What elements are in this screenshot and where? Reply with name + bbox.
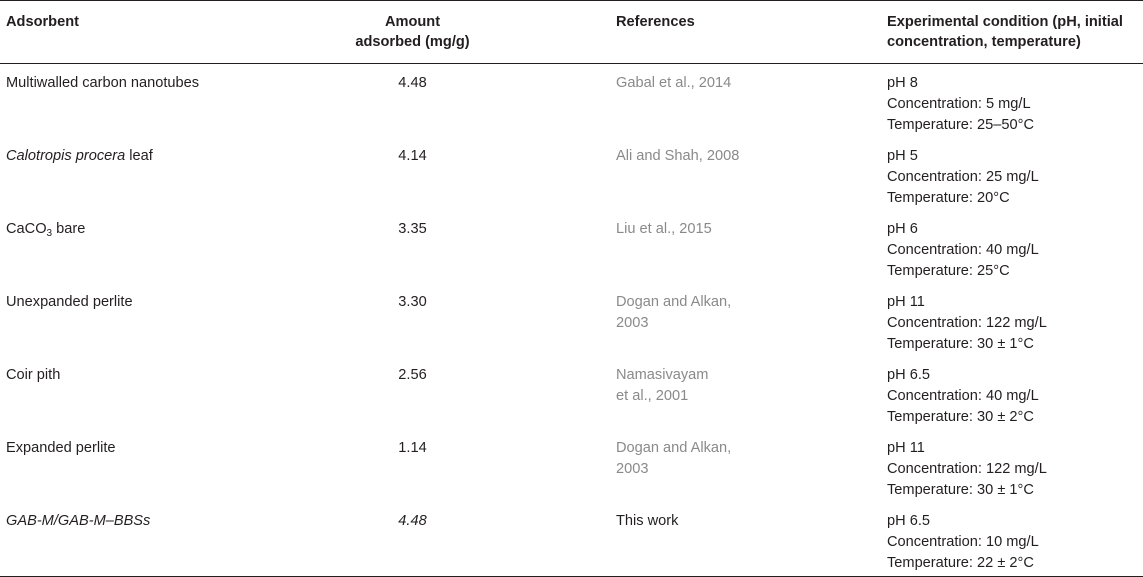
condition-ph: pH 8 bbox=[887, 75, 918, 91]
reference-link-line2[interactable]: 2003 bbox=[616, 461, 649, 477]
header-condition-line2: concentration, temperature) bbox=[887, 34, 1081, 50]
cell-amount bbox=[290, 137, 535, 210]
cell-condition bbox=[805, 137, 1143, 210]
cell-reference[interactable] bbox=[535, 429, 805, 502]
reference-link-line2[interactable]: et al., 2001 bbox=[616, 388, 689, 404]
header-references-label: References bbox=[616, 14, 695, 30]
cell-amount bbox=[290, 210, 535, 283]
reference-link[interactable]: Ali and Shah, 2008 bbox=[616, 148, 740, 164]
cell-amount bbox=[290, 356, 535, 429]
cell-condition bbox=[805, 356, 1143, 429]
cell-condition bbox=[805, 283, 1143, 356]
condition-concentration: Concentration: 122 mg/L bbox=[887, 461, 1047, 477]
cell-reference[interactable] bbox=[535, 283, 805, 356]
condition-concentration: Concentration: 25 mg/L bbox=[887, 169, 1039, 185]
header-row bbox=[0, 1, 1143, 64]
header-adsorbent-label: Adsorbent bbox=[6, 14, 79, 30]
cell-adsorbent bbox=[0, 210, 290, 283]
condition-ph: pH 6.5 bbox=[887, 367, 930, 383]
cell-condition bbox=[805, 64, 1143, 138]
adsorbent-name: Multiwalled carbon nanotubes bbox=[6, 75, 200, 91]
amount-value: 3.35 bbox=[398, 221, 427, 237]
header-amount-line1: Amount bbox=[384, 14, 441, 30]
cell-reference[interactable] bbox=[535, 64, 805, 138]
cell-amount bbox=[290, 283, 535, 356]
adsorbent-name-rest: leaf bbox=[125, 148, 153, 164]
condition-temperature: Temperature: 22 ± 2°C bbox=[887, 555, 1034, 571]
header-adsorbent bbox=[0, 1, 290, 64]
cell-adsorbent bbox=[0, 502, 290, 577]
cell-reference[interactable] bbox=[535, 210, 805, 283]
header-condition bbox=[805, 1, 1143, 64]
reference-link-line1[interactable]: Dogan and Alkan, bbox=[616, 440, 732, 456]
condition-ph: pH 11 bbox=[887, 440, 925, 456]
header-amount bbox=[290, 1, 535, 64]
condition-ph: pH 5 bbox=[887, 148, 918, 164]
cell-adsorbent bbox=[0, 356, 290, 429]
condition-temperature: Temperature: 30 ± 1°C bbox=[887, 336, 1034, 352]
adsorbent-name: Expanded perlite bbox=[6, 440, 116, 456]
cell-amount bbox=[290, 429, 535, 502]
condition-temperature: Temperature: 25°C bbox=[887, 263, 1010, 279]
adsorbent-name-subscript: 3 bbox=[46, 228, 53, 239]
header-references bbox=[535, 1, 805, 64]
table-row bbox=[0, 137, 1143, 210]
cell-reference bbox=[535, 502, 805, 577]
table-row bbox=[0, 210, 1143, 283]
table-row bbox=[0, 502, 1143, 577]
table-body bbox=[0, 64, 1143, 577]
reference-link-line1[interactable]: Dogan and Alkan, bbox=[616, 294, 732, 310]
adsorbent-name: Unexpanded perlite bbox=[6, 294, 133, 310]
cell-adsorbent bbox=[0, 137, 290, 210]
header-amount-line2: adsorbed (mg/g) bbox=[355, 34, 470, 50]
amount-value: 4.48 bbox=[398, 75, 427, 91]
reference-text: This work bbox=[616, 513, 679, 529]
table-row bbox=[0, 356, 1143, 429]
table-row bbox=[0, 283, 1143, 356]
reference-link-line1[interactable]: Namasivayam bbox=[616, 367, 709, 383]
amount-value: 1.14 bbox=[398, 440, 427, 456]
condition-temperature: Temperature: 20°C bbox=[887, 190, 1010, 206]
reference-link[interactable]: Liu et al., 2015 bbox=[616, 221, 712, 237]
cell-amount bbox=[290, 64, 535, 138]
header-condition-line1: Experimental condition (pH, initial bbox=[887, 14, 1123, 30]
condition-concentration: Concentration: 10 mg/L bbox=[887, 534, 1039, 550]
adsorbent-name: GAB-M/GAB-M–BBSs bbox=[6, 513, 151, 529]
adsorbent-name-italic: Calotropis procera bbox=[6, 148, 126, 164]
condition-ph: pH 11 bbox=[887, 294, 925, 310]
cell-condition bbox=[805, 210, 1143, 283]
reference-link-line2[interactable]: 2003 bbox=[616, 315, 649, 331]
condition-concentration: Concentration: 40 mg/L bbox=[887, 242, 1039, 258]
amount-value: 4.14 bbox=[398, 148, 427, 164]
adsorbent-name-pre: CaCO bbox=[6, 221, 47, 237]
table-header bbox=[0, 1, 1143, 64]
condition-concentration: Concentration: 40 mg/L bbox=[887, 388, 1039, 404]
condition-temperature: Temperature: 30 ± 2°C bbox=[887, 409, 1034, 425]
condition-concentration: Concentration: 122 mg/L bbox=[887, 315, 1047, 331]
adsorbent-name-post: bare bbox=[52, 221, 86, 237]
cell-condition bbox=[805, 429, 1143, 502]
adsorbent-name: Coir pith bbox=[6, 367, 61, 383]
amount-value: 2.56 bbox=[398, 367, 427, 383]
table-row bbox=[0, 429, 1143, 502]
cell-condition bbox=[805, 502, 1143, 577]
table-row bbox=[0, 64, 1143, 138]
amount-value: 4.48 bbox=[398, 513, 427, 529]
amount-value: 3.30 bbox=[398, 294, 427, 310]
condition-concentration: Concentration: 5 mg/L bbox=[887, 96, 1031, 112]
cell-reference[interactable] bbox=[535, 137, 805, 210]
condition-temperature: Temperature: 25–50°C bbox=[887, 117, 1034, 133]
cell-adsorbent bbox=[0, 64, 290, 138]
condition-ph: pH 6 bbox=[887, 221, 918, 237]
condition-ph: pH 6.5 bbox=[887, 513, 930, 529]
cell-adsorbent bbox=[0, 283, 290, 356]
cell-reference[interactable] bbox=[535, 356, 805, 429]
cell-amount bbox=[290, 502, 535, 577]
cell-adsorbent bbox=[0, 429, 290, 502]
condition-temperature: Temperature: 30 ± 1°C bbox=[887, 482, 1034, 498]
reference-link[interactable]: Gabal et al., 2014 bbox=[616, 75, 732, 91]
